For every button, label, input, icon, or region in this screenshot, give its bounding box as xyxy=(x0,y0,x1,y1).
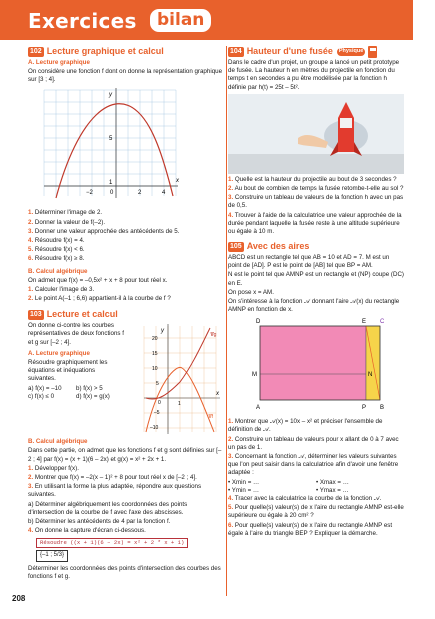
page-badge: bilan xyxy=(150,9,211,32)
ex103-final: Déterminer les coordonnées des points d'intersection des courbes des fonctions f et g. xyxy=(28,564,221,580)
ex103-title: Lecture et calcul xyxy=(46,309,118,320)
ex102-xlabel: x xyxy=(176,178,179,185)
ex103-item-a: a) f(x) = –10 xyxy=(28,384,62,392)
calc-screenshot-result: {–1 ; 5/3} xyxy=(36,550,68,562)
physique-tag: Physique xyxy=(338,48,364,55)
ex105-title: Avec des aires xyxy=(246,241,310,252)
ex102-xtick-2: 2 xyxy=(138,190,142,197)
ex103-ytick-m5: –5 xyxy=(154,410,160,417)
ex102-qB2: 2. Le point A(–1 ; 6,6) appartient-il à la courbe de f ? xyxy=(28,295,171,303)
ex105-q3: 3. Concernant la fonction 𝒜, déterminer les valeurs suivantes que l'on peut saisir dans la calculatrice afin d'avoir une fenêtre adaptée : xyxy=(228,453,399,477)
ex102-ytick-1: 1 xyxy=(109,180,113,187)
point-B: B xyxy=(380,405,385,412)
ex103-ytick-10: 10 xyxy=(152,366,158,373)
ymax: • Ymax = … xyxy=(316,486,349,494)
ex102-partB-intro: On admet que f(x) = –0,5x² + x + 8 pour tout réel x. xyxy=(28,276,168,284)
ex102-qA3: 3. Donner une valeur approchée des antécédents de 5. xyxy=(28,227,180,235)
right-column xyxy=(228,46,404,539)
ex103-subA: a) Déterminer algébriquement les coordonnées des points d'intersection de la courbe de f avec l'axe des abscisses. xyxy=(28,500,188,516)
ex105-intro2: N est le point tel que AMNP est un rectangle et (NP) coupe (DC) en E. xyxy=(228,271,404,287)
ex105-q4: 4. Tracer avec la calculatrice la courbe de la fonction 𝒜. xyxy=(228,494,382,502)
calc-screenshot-input: Résoudre ((x + 1)(6 – 2x) = x² + 2 * x + 1) xyxy=(36,538,188,547)
ex104-header xyxy=(228,46,404,58)
point-M: M xyxy=(252,372,257,379)
ex103-xlabel: x xyxy=(216,391,219,398)
ex103-label-f: 𝒞f xyxy=(208,414,214,421)
ex103-ylabel: y xyxy=(161,328,164,335)
ex103-partB-label: B. Calcul algébrique xyxy=(28,438,88,446)
ex103-ytick-20: 20 xyxy=(152,336,158,343)
ex103-partB-intro: Dans cette partie, on admet que les fonctions f et g sont définies sur [–2 ; 4] par f(x) = (x + 1)(6 – 2x) et g(x) = x² + 2x + 1. xyxy=(28,447,222,463)
ex103-ytick-5: 5 xyxy=(156,381,159,388)
ex105-intro1: ABCD est un rectangle tel que AB = 10 et AD = 7. M est un point de [AD]. P est le point de [AB] tel que BP = AM. xyxy=(228,253,390,270)
ex102-graph xyxy=(38,86,188,204)
ex103-number: 103 xyxy=(30,311,42,319)
ex102-qB1: 1. Calculer l'image de 3. xyxy=(28,285,95,293)
ex102-header xyxy=(28,46,224,58)
ex102-title: Lecture graphique et calcul xyxy=(46,46,164,56)
ex104-q4: 4. Trouver à l'aide de la calculatrice une valeur approchée de la durée pendant laquelle la fusée reste à une altitude supérieure ou égale à 10 m. xyxy=(228,211,402,235)
ex103-q4: 4. On donne la capture d'écran ci-dessous. xyxy=(28,527,146,535)
ex103-graph xyxy=(128,322,224,436)
ex103-qB3: 3. En utilisant la forme la plus adaptée, répondre aux questions suivantes. xyxy=(28,483,202,499)
ex103-qB2: 2. Montrer que f(x) = –2(x – 1)² + 8 pour tout réel x de [–2 ; 4]. xyxy=(28,473,197,481)
header-corner xyxy=(413,0,435,40)
ex105-figure xyxy=(228,316,404,416)
ex102-qA4: 4. Résoudre f(x) = 4. xyxy=(28,237,85,244)
ex105-q5: 5. Pour quelle(s) valeur(s) de x l'aire du rectangle AMNP est-elle supérieure ou égale à 20 cm² ? xyxy=(228,504,404,520)
point-D: D xyxy=(256,319,261,326)
ex105-header xyxy=(228,241,404,253)
ex102-curve xyxy=(56,104,173,198)
ex103-item-d: d) f(x) = g(x) xyxy=(76,392,110,400)
ex105-intro4: On s'intéresse à la fonction 𝒜 donnant l'aire 𝒜(x) du rectangle AMNP en fonction de x. xyxy=(228,297,400,314)
ex104-q1: 1. Quelle est la hauteur du projectile au bout de 3 secondes ? xyxy=(228,175,397,183)
ex103-partA-text: Résoudre graphiquement les équations et inéquations suivantes. xyxy=(28,358,108,383)
point-C: C xyxy=(380,319,385,326)
ex102-qA1: 1. Déterminer l'image de 2. xyxy=(28,209,103,217)
ex103-xtick-1: 1 xyxy=(178,401,181,408)
ex102-xtick-m2: −2 xyxy=(86,190,93,197)
ex103-item-c: c) f(x) ≤ 0 xyxy=(28,392,55,400)
ex103-partA-label: A. Lecture graphique xyxy=(28,349,90,357)
ex102-partB-label: B. Calcul algébrique xyxy=(28,267,88,275)
ex103-items xyxy=(28,385,124,401)
ex103-ytick-0: 0 xyxy=(158,400,161,407)
ex104-number: 104 xyxy=(230,48,242,55)
point-E: E xyxy=(362,319,367,326)
ex103-item-b: b) f(x) > 5 xyxy=(76,384,103,392)
left-column xyxy=(28,46,224,582)
page-title: Exercices xyxy=(28,9,137,33)
point-P: P xyxy=(362,405,367,412)
ymin: • Ymin = … xyxy=(228,486,260,494)
ex103-subB: b) Déterminer les antécédents de 4 par la fonction f. xyxy=(28,517,171,525)
ex103-label-g: 𝒞g xyxy=(210,332,217,339)
ex104-intro: Dans le cadre d'un projet, un groupe a lancé un petit prototype de fusée. La hauteur h en mètres du projectile en fonction du temps t en secondes a pu être modélisée par la fonction h définie par h(t) = 25t – 5t². xyxy=(228,59,400,91)
ex103-intro: On donne ci-contre les courbes représentatives de deux fonctions f et g sur [–2 ; 4]. xyxy=(28,322,124,346)
ex102-partA-label: A. Lecture graphique xyxy=(28,58,90,66)
ex104-title: Hauteur d'une fusée xyxy=(246,46,333,57)
ex102-qA2: 2. Donner la valeur de f(–2). xyxy=(28,218,106,226)
ex105-q6: 6. Pour quelle(s) valeur(s) de x l'aire du rectangle AMNP est égale à l'aire du triangle BEP ? Expliquer la démarche. xyxy=(228,521,393,537)
column-divider xyxy=(226,46,227,596)
ex103-header xyxy=(28,309,224,321)
calculator-icon xyxy=(368,46,377,58)
ex102-questionsA xyxy=(28,209,224,263)
ex103-ytick-m10: –10 xyxy=(150,425,159,432)
ex103-ytick-15: 15 xyxy=(152,351,158,358)
ex104-q2: 2. Au bout de combien de temps la fusée retombe-t-elle au sol ? xyxy=(228,184,404,192)
ex105-q2: 2. Construire un tableau de valeurs pour x allant de 0 à 7 avec un pas de 1. xyxy=(228,435,399,451)
ex102-intro: On considère une fonction f dont on donne la représentation graphique sur [3 ; 4]. xyxy=(28,68,223,84)
xmax: • Xmax = … xyxy=(316,478,349,486)
rocket-photo xyxy=(228,94,404,174)
ex103-top xyxy=(28,322,224,436)
ex105-q1: 1. Montrer que 𝒜(x) = 10x – x² et préciser l'ensemble de définition de 𝒜. xyxy=(228,418,383,434)
ex105-intro3: On pose x = AM. xyxy=(228,288,274,296)
xmin: • Xmin = … xyxy=(228,478,260,486)
window-values xyxy=(228,479,404,495)
ex102-qA5: 5. Résoudre f(x) < 6. xyxy=(28,246,85,254)
ex102-xtick-4: 4 xyxy=(162,190,166,197)
point-N: N xyxy=(368,372,373,379)
ex102-xtick-0: 0 xyxy=(110,190,114,197)
ex104-q3: 3. Construire un tableau de valeurs de la fonction h avec un pas de 0,5. xyxy=(228,194,404,210)
point-A: A xyxy=(256,405,261,412)
ex102-ytick-5: 5 xyxy=(109,136,113,143)
ex105-number: 105 xyxy=(230,243,242,250)
ex103-qB1: 1. Développer f(x). xyxy=(28,464,79,472)
ex102-qA6: 6. Résoudre f(x) ≥ 8. xyxy=(28,255,85,263)
ex103-left-text xyxy=(28,322,124,436)
page-number: 208 xyxy=(12,594,26,603)
ex102-number: 102 xyxy=(30,47,42,55)
header-bar xyxy=(0,0,435,40)
ex102-ylabel: y xyxy=(109,92,112,99)
